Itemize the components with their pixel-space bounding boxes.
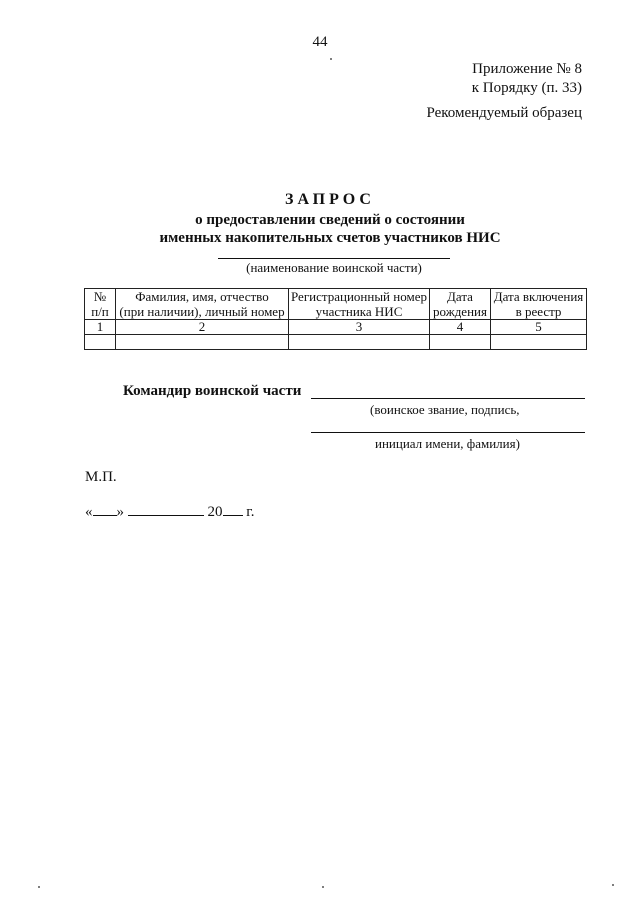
commander-signature-field[interactable] <box>311 382 585 399</box>
date-year-prefix: 20 <box>207 504 223 520</box>
table-cell[interactable] <box>289 335 430 350</box>
commander-label: Командир воинской части <box>123 383 302 399</box>
table-cell[interactable] <box>430 335 491 350</box>
date-open-quote: « <box>85 504 93 520</box>
date-close-quote: » <box>116 504 124 520</box>
signature-caption-2: инициал имени, фамилия) <box>375 436 520 451</box>
date-line <box>85 503 254 521</box>
table-cell[interactable] <box>85 335 116 350</box>
unit-name-field[interactable] <box>218 258 450 259</box>
column-number-row <box>85 320 587 335</box>
document-subtitle-line-2: именных накопительных счетов участников НИС <box>159 230 501 246</box>
header-cell-registry-date: Дата включения в реестр <box>491 289 587 320</box>
table-row <box>85 335 587 350</box>
date-day-field[interactable] <box>93 503 117 516</box>
header-cell-birth-date: Дата рождения <box>430 289 491 320</box>
date-year-field[interactable] <box>223 503 243 516</box>
scan-speck <box>322 886 324 888</box>
appendix-line-1: Приложение № 8 <box>472 61 582 77</box>
header-cell-number: № п/п <box>85 289 116 320</box>
date-month-field[interactable] <box>128 503 204 516</box>
date-year-suffix: г. <box>246 504 255 520</box>
recommended-sample-label: Рекомендуемый образец <box>426 105 582 121</box>
scan-speck <box>330 58 332 60</box>
participants-table <box>84 288 587 350</box>
header-cell-registration-number: Регистрационный номер участника НИС <box>289 289 430 320</box>
document-subtitle-line-1: о предоставлении сведений о состоянии <box>195 212 465 228</box>
column-number: 4 <box>430 320 491 335</box>
appendix-line-2: к Порядку (п. 33) <box>471 80 582 96</box>
table-header-row <box>85 289 587 320</box>
signature-caption-1: (воинское звание, подпись, <box>370 402 520 417</box>
scan-speck <box>38 886 40 888</box>
column-number: 1 <box>85 320 116 335</box>
column-number: 5 <box>491 320 587 335</box>
document-title: ЗАПРОС <box>285 191 375 208</box>
unit-name-caption: (наименование воинской части) <box>246 260 422 275</box>
commander-name-field[interactable] <box>311 416 585 433</box>
scan-speck <box>612 884 614 886</box>
title-block <box>0 189 640 247</box>
column-number: 2 <box>116 320 289 335</box>
header-cell-full-name: Фамилия, имя, отчество (при наличии), личный номер <box>116 289 289 320</box>
appendix-reference <box>472 60 582 98</box>
table-cell[interactable] <box>491 335 587 350</box>
stamp-placeholder: М.П. <box>85 469 117 485</box>
page-number: 44 <box>312 34 328 50</box>
column-number: 3 <box>289 320 430 335</box>
table-cell[interactable] <box>116 335 289 350</box>
